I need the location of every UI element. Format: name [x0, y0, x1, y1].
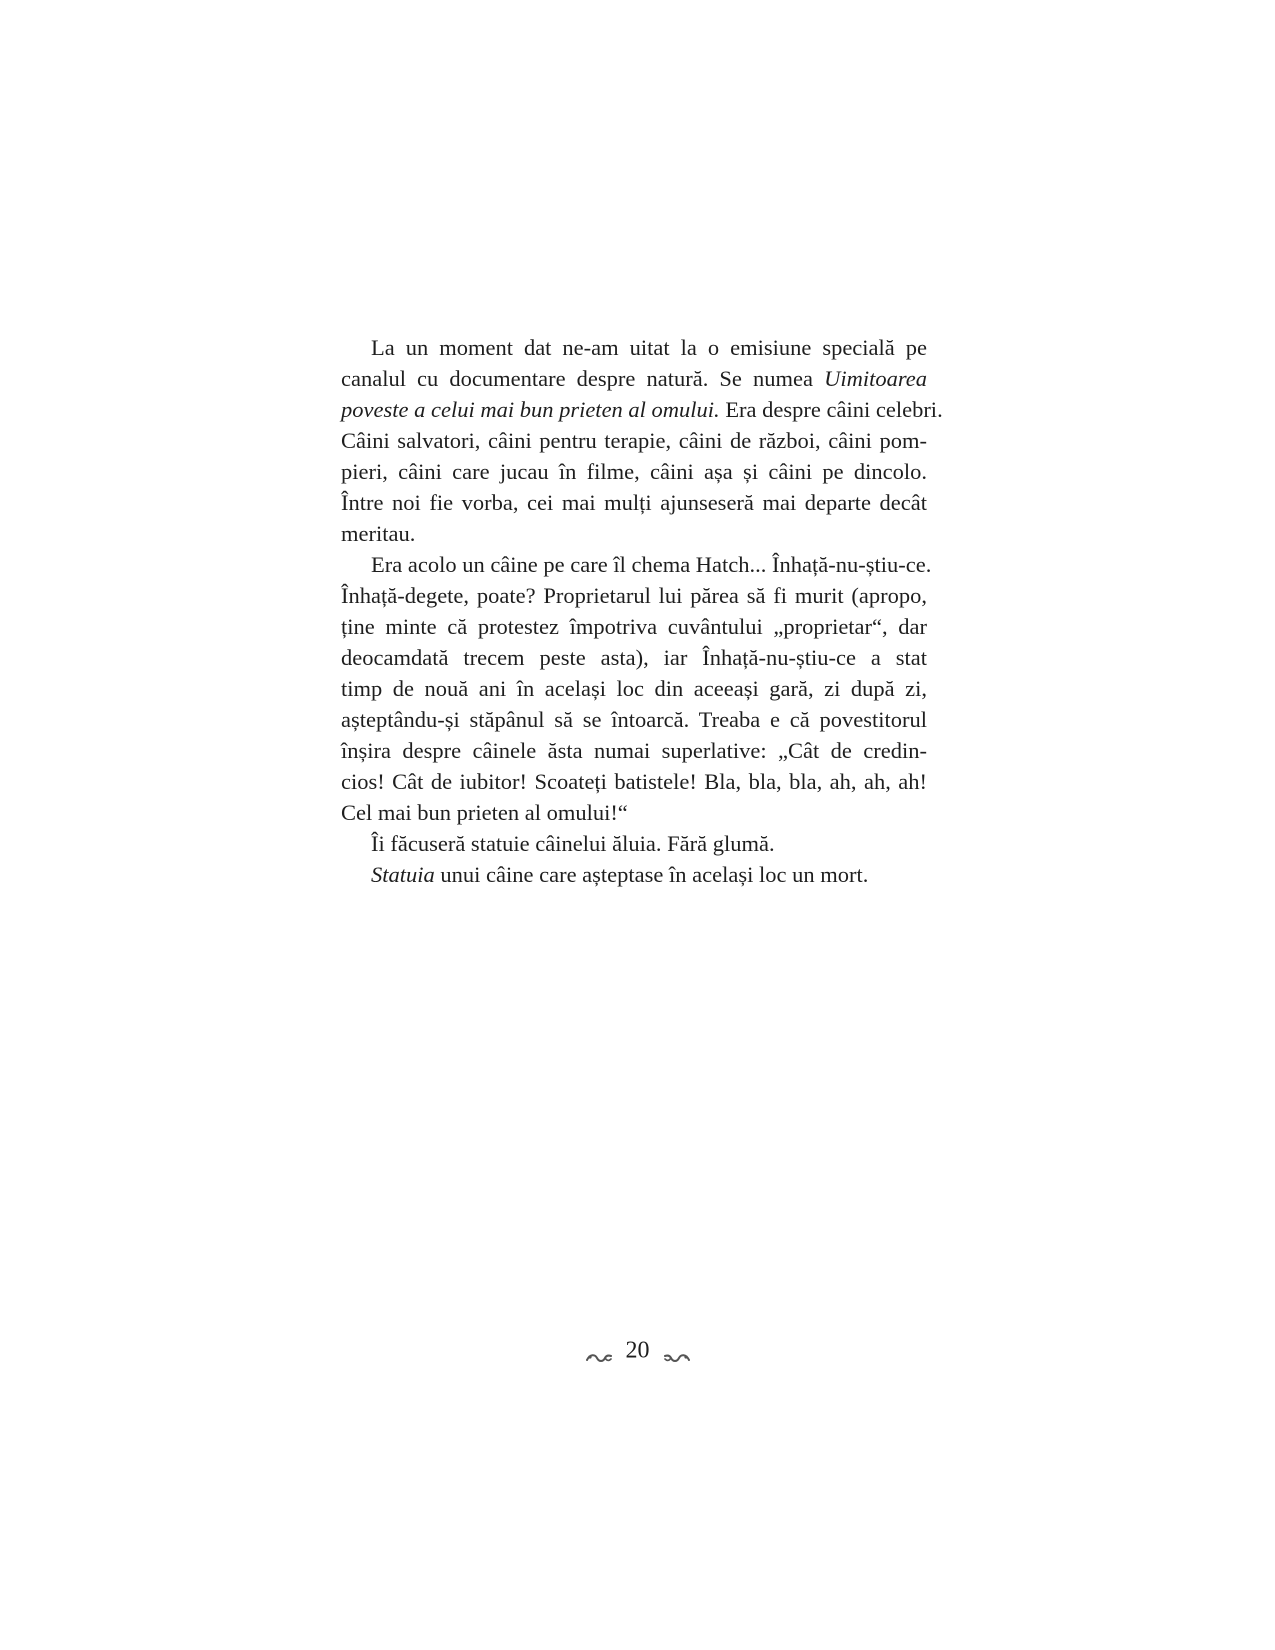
paragraph-1: [341, 332, 943, 549]
text-line: pieri, câini care jucau în filme, câini așa și câini pe dincolo.: [341, 459, 927, 484]
fleuron-left-icon: [586, 1343, 612, 1357]
paragraph-2: [341, 549, 932, 828]
text-line: așteptându-și stăpânul să se întoarcă. Treaba e că povestitorul: [341, 707, 927, 732]
text-line: Era acolo un câine pe care îl chema Hatch... Înhață-nu-știu-ce.: [371, 552, 932, 577]
text-line: Înhață-degete, poate? Proprietarul lui părea să fi murit (apropo,: [341, 583, 927, 608]
text-line: ține minte că protestez împotriva cuvântului „proprietar“, dar: [341, 614, 927, 639]
page-number: 20: [625, 1337, 650, 1364]
text-run: unui câine care așteptase în același loc un mort.: [434, 862, 869, 887]
text-line: Cel mai bun prieten al omului!“: [341, 800, 628, 825]
text-run: Era despre câini celebri.: [719, 397, 943, 422]
text-line: [341, 394, 943, 425]
text-line: deocamdată trecem peste asta), iar Înhață-nu-știu-ce a stat: [341, 645, 927, 670]
title-italic: Uimitoarea: [824, 366, 927, 391]
paragraph-4: [341, 859, 927, 890]
text-line: înșira despre câinele ăsta numai superlative: „Cât de credin-: [341, 738, 927, 763]
text-line: timp de nouă ani în același loc din aceeași gară, zi după zi,: [341, 676, 927, 701]
body-text: [341, 332, 943, 890]
text-line: Câini salvatori, câini pentru terapie, câini de război, câini pom-: [341, 428, 927, 453]
paragraph-3: [341, 828, 927, 859]
text-line: cios! Cât de iubitor! Scoateți batistele! Bla, bla, bla, ah, ah, ah!: [341, 769, 927, 794]
text-line: Îi făcuseră statuie câinelui ăluia. Fără glumă.: [371, 831, 775, 856]
text-line: Între noi fie vorba, cei mai mulți ajunseseră mai departe decât: [341, 490, 927, 515]
fleuron-right-icon: [664, 1343, 690, 1357]
title-italic: poveste a celui mai bun prieten al omului.: [341, 397, 720, 422]
text-line: [341, 859, 927, 890]
emphasis-italic: Statuia: [371, 862, 435, 887]
text-line: meritau.: [341, 521, 416, 546]
text-run: canalul cu documentare despre natură. Se numea: [341, 366, 825, 391]
page-footer: [0, 1334, 1275, 1365]
text-line: La un moment dat ne-am uitat la o emisiune specială pe: [371, 335, 927, 360]
text-line: [341, 363, 927, 394]
